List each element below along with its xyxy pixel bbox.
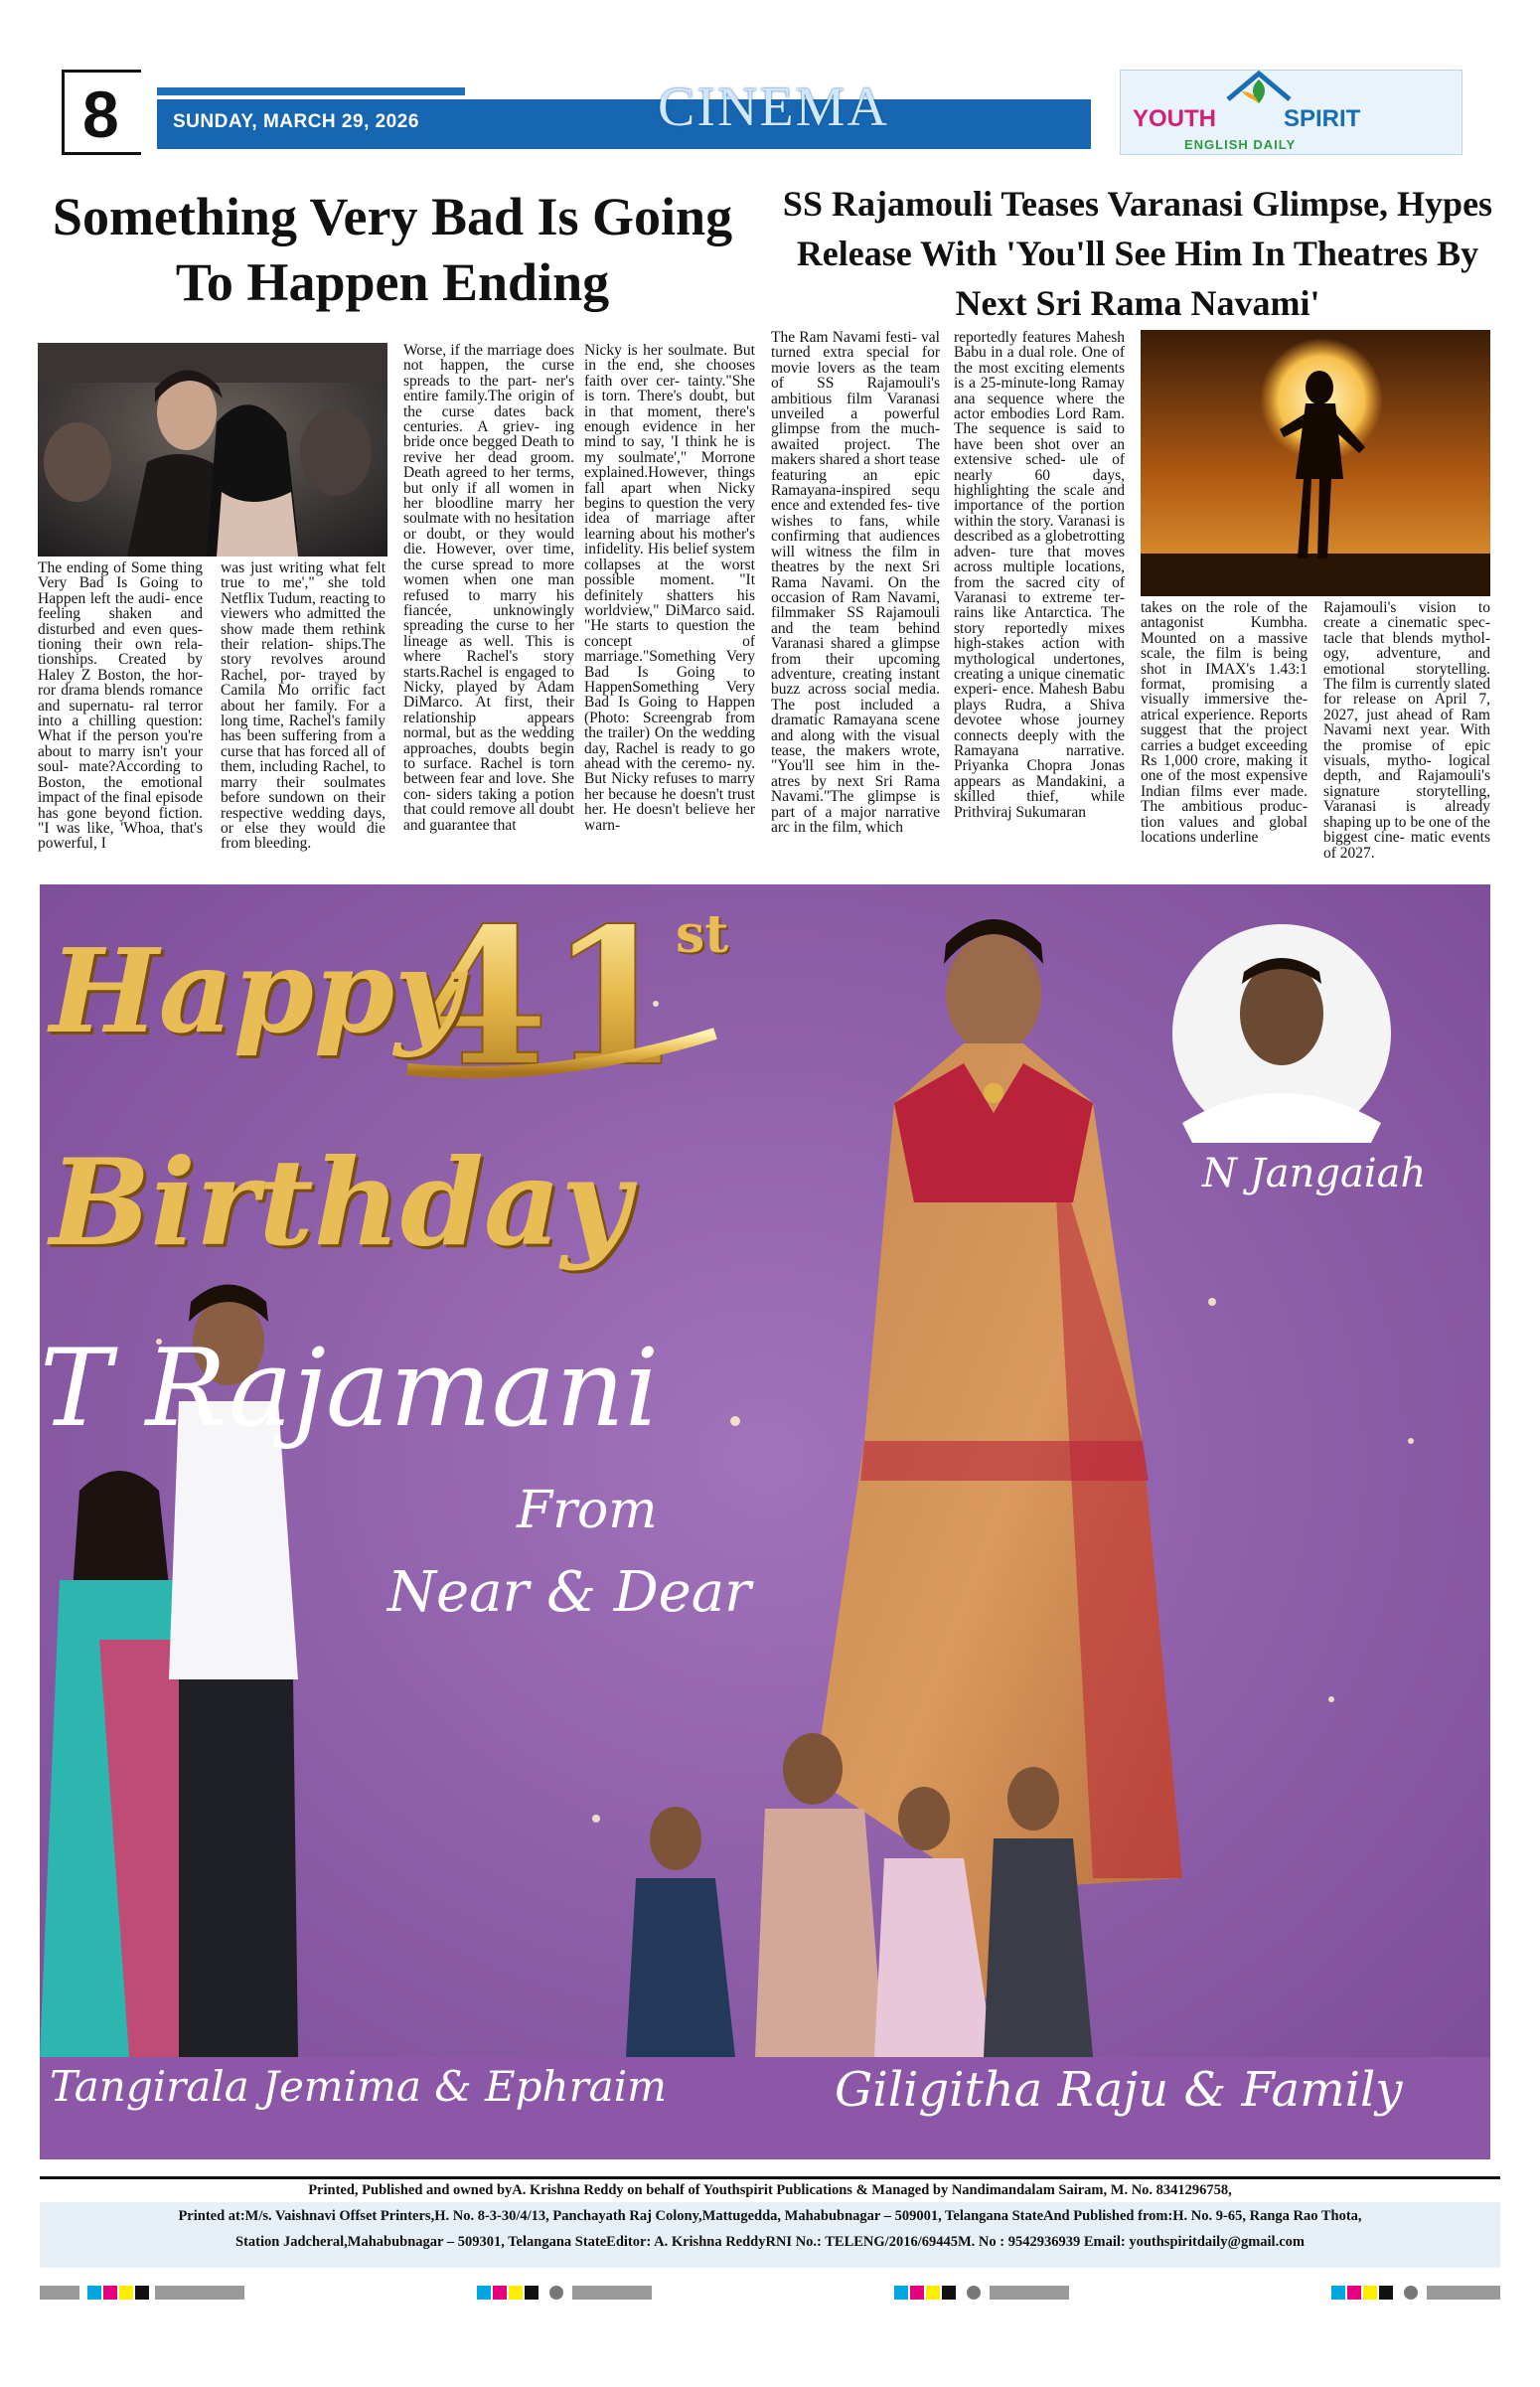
article2-column-2: reportedly features Mahesh Babu in a dual role. One of the most exciting elements is a 25-minute-long Ramay ana sequence where the actor embodies Lord Ram. The sequence is said to have been shot over an extensive sched- ule of nearly 60 days, highlighting the scale and importance of the portion within the story. Varanasi is described as a globetrotting adven- ture that moves across multiple locations, from the sacred city of Varanasi to extreme ter- rains like Antarctica. The story reportedly mixes high-stakes action with mythological undertones, creating a unique cinematic experi- ence. Mahesh Babu plays Rudra, a Shiva devotee whose journey connects deeply with the Ramayana narrative. Priyanka Chopra Jonas appears as Mandakini, a skilled thief, while Prithviraj Sukumaran — [954, 330, 1125, 821]
registration-color-bar — [40, 2286, 1500, 2300]
imprint-line-3: Station Jadcheral,Mahabubnagar – 509301, Telangana StateEditor: A. Krishna ReddyRNI No.: TELENG/2016/69445M. No : 9542936939 Email: youthspiritdaily@gmail.com — [235, 2234, 1305, 2250]
article1-column-4: Nicky is her soulmate. But in the end, she chooses faith over cer- tainty."She is torn. There's doubt, but in that moment, there's enough evidence in her mind to say, 'I think he is my soulmate'," Morrone explained.However, things fall apart when Nicky begins to question the very idea of marriage after learning about his mother's infidelity. His belief system collapses at the worst possible moment. "It definitely shatters his worldview," DiMarco said. "He starts to question the concept of marriage."Something Very Bad Is Going to HappenSomething Very Bad Is Going to Happen (Photo: Screengrab from the trailer) On the wedding day, Rachel is ready to go ahead with the ceremo- ny. But Nicky refuses to marry her because he doesn't trust her. He doesn't believe her warn- — [584, 343, 755, 834]
birthday-advertisement — [40, 884, 1490, 2159]
ad-left-caption: Tangirala Jemima & Ephraim — [50, 2062, 667, 2111]
ad-artwork — [40, 884, 1490, 2159]
ad-honoree-name: T Rajamani — [40, 1327, 660, 1451]
logo-youth-text: YOUTH — [1133, 105, 1216, 132]
ad-near-dear-text: Near & Dear — [387, 1560, 751, 1625]
inset-portrait — [1172, 924, 1391, 1143]
logo-spirit-text: SPIRIT — [1284, 105, 1361, 132]
ad-from-text: From — [517, 1481, 658, 1540]
house-icon — [1224, 70, 1294, 105]
article2-photo — [1141, 330, 1490, 596]
ad-happy-text: Happy — [50, 924, 462, 1059]
article2-headline: SS Rajamouli Teases Varanasi Glimpse, Hypes Release With 'You'll See Him In Theatres By Next Sri Rama Navami' — [782, 184, 1493, 323]
ad-right-caption: Giligitha Raju & Family — [835, 2062, 1403, 2118]
footer-rule — [40, 2176, 1500, 2179]
ad-ordinal-suffix: st — [676, 904, 729, 965]
svg-text:41: 41 — [417, 886, 681, 1108]
ad-birthday-text: Birthday — [50, 1133, 631, 1273]
article1-photo — [38, 343, 387, 557]
article1-headline: Something Very Bad Is Going To Happen Ending — [52, 187, 733, 312]
section-title: CINEMA — [658, 77, 889, 138]
masthead — [62, 70, 1463, 159]
date-accent-bar — [157, 87, 465, 95]
page-number-box — [62, 70, 141, 155]
article2-column-3: takes on the role of the antagonist Kumbha. Mounted on a massive scale, the film is being shot in IMAX's 1.43:1 format, promising a visually immersive the- atrical experience. Reports suggest that the project carries a budget exceeding Rs 1,000 crore, making it one of the most expensive Indian films ever made. The ambitious produc- tion values and global locations underline — [1141, 600, 1308, 847]
article2-column-1: The Ram Navami festi- val turned extra special for movie lovers as the team of SS Rajamouli's ambitious film Varanasi unveiled a powerful glimpse from the much- awaited project. The makers shared a short tease featuring an epic Ramayana-inspired sequ ence and extended fes- tive wishes to fans, while confirming that audiences will witness the film in theatres by the next Sri Rama Navami. On the occasion of Ram Navami, filmmaker SS Rajamouli and the team behind Varanasi shared a glimpse from their upcoming adventure, creating instant buzz across social media. The post included a dramatic Ramayana scene and along with the visual tease, the makers wrote, "You'll see him in the- atres by next Sri Rama Navami."The glimpse is part of a major narrative arc in the film, which — [771, 330, 940, 836]
imprint-line-2: Printed at:M/s. Vaishnavi Offset Printers,H. No. 8-3-30/4/13, Panchayath Raj Colony,Mattugedda, Mahabubnagar – 509001, Telangana StateAnd Published from:H. No. 9-65, Ranga Rao Thota, — [178, 2208, 1362, 2224]
article1-column-1: The ending of Some thing Very Bad Is Going to Happen left the audi- ence feeling shaken and disturbed and even ques- tioning their own rela- tionships. Created by Haley Z Boston, the hor- ror drama blends romance and supernatu- ral terror into a chilling question: What if the person you're about to marry isn't your soul- mate?According to Boston, the emotional impact of the final episode has gone beyond fiction. "I was like, 'Whoa, that's powerful, I — [38, 560, 203, 853]
article1-column-3: Worse, if the marriage does not happen, the curse spreads to the part- ner's entire family.The origin of the curse dates back centuries. A griev- ing bride once begged Death to revive her dead groom. Death agreed to her terms, but only if all women in her bloodline marry her soulmate with no hesitation or doubt, or they would die. However, over time, the curse spread to more women when one man refused to marry his fiancée, unknowingly spreading the curse to her lineage as well. This is where Rachel's story starts.Rachel is engaged to Nicky, played by Adam DiMarco. At first, their relationship appears normal, but as the wedding approaches, doubts begin to surface. Rachel is torn between fear and love. She con- siders taking a potion that could remove all doubt and guarantee that — [403, 343, 574, 834]
page-number: 8 — [82, 78, 119, 151]
imprint-line-1: Printed, Published and owned byA. Krishna Reddy on behalf of Youthspirit Publications & Managed by Nandimandalam Sairam, M. No. 8341296758, — [308, 2182, 1232, 2198]
article2-column-4: Rajamouli's vision to create a cinematic spec- tacle that blends mythol- ogy, adventure, and emotional storytelling. The film is currently slated for release on April 7, 2027, just ahead of Ram Navami next year. With the promise of epic visuals, mytho- logical depth, and Rajamouli's signature storytelling, Varanasi is already shaping up to be one of the biggest cine- matic events of 2027. — [1323, 600, 1490, 861]
article1-column-2: was just writing what felt true to me'," she told Netflix Tudum, reacting to viewers who admitted the show made them rethink their relation- ships.The story revolves around Rachel, por- trayed by Camila Mo orrific fact about her family. For a long time, Rachel's family has been suffering from a curse that has forced all of them, including Rachel, to marry their soulmates before sundown on their respective wedding days, or else they would die from bleeding. — [221, 560, 385, 853]
issue-date: SUNDAY, MARCH 29, 2026 — [173, 111, 419, 132]
logo-subtitle: ENGLISH DAILY — [1184, 137, 1297, 152]
ad-inset-name: N Jangaiah — [1202, 1151, 1427, 1196]
